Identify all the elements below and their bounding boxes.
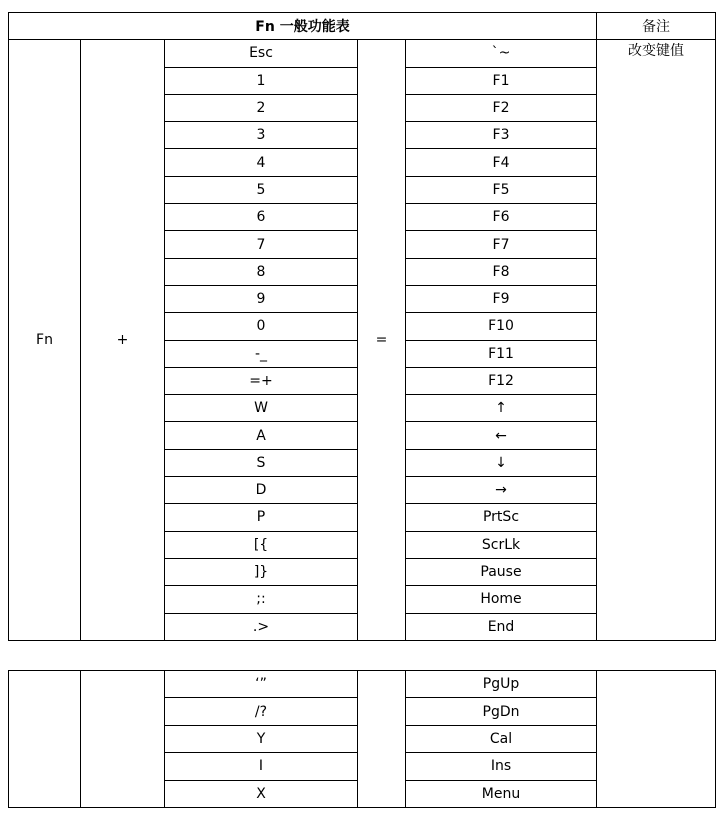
fn-function-table	[8, 12, 716, 641]
key-cell: P	[165, 504, 358, 531]
key-cell: -_	[165, 340, 358, 367]
result-cell: F7	[406, 231, 597, 258]
equals-sign-cell	[358, 671, 406, 808]
result-cell: →	[406, 477, 597, 504]
key-cell: 2	[165, 94, 358, 121]
result-cell: Home	[406, 586, 597, 613]
result-cell: PgUp	[406, 671, 597, 698]
fn-table-continued-body	[9, 671, 716, 808]
plus-sign-cell: +	[81, 40, 165, 641]
remark-cell: 改变键值	[597, 40, 716, 641]
fn-function-table-continued	[8, 670, 716, 808]
key-cell: S	[165, 449, 358, 476]
table-title: Fn 一般功能表	[9, 13, 597, 40]
fn-table-body	[9, 13, 716, 641]
result-cell: F11	[406, 340, 597, 367]
key-cell: 0	[165, 313, 358, 340]
key-cell: ‘”	[165, 671, 358, 698]
result-cell: ↑	[406, 395, 597, 422]
key-cell: Esc	[165, 40, 358, 67]
equals-sign-cell: =	[358, 40, 406, 641]
result-cell: F5	[406, 176, 597, 203]
key-cell: 3	[165, 122, 358, 149]
result-cell: F12	[406, 367, 597, 394]
result-cell: PrtSc	[406, 504, 597, 531]
result-cell: ScrLk	[406, 531, 597, 558]
key-cell: 8	[165, 258, 358, 285]
result-cell: `~	[406, 40, 597, 67]
result-cell: F4	[406, 149, 597, 176]
key-cell: X	[165, 780, 358, 807]
key-cell: 9	[165, 285, 358, 312]
result-cell: ↓	[406, 449, 597, 476]
key-cell: [{	[165, 531, 358, 558]
key-cell: 5	[165, 176, 358, 203]
key-cell: D	[165, 477, 358, 504]
fn-key-cell: Fn	[9, 40, 81, 641]
table-row	[9, 40, 716, 67]
key-cell: ;:	[165, 586, 358, 613]
key-cell: I	[165, 753, 358, 780]
result-cell: F1	[406, 67, 597, 94]
result-cell: F6	[406, 204, 597, 231]
result-cell: ←	[406, 422, 597, 449]
result-cell: F2	[406, 94, 597, 121]
remark-cell	[597, 671, 716, 808]
key-cell: /?	[165, 698, 358, 725]
result-cell: End	[406, 613, 597, 640]
header-row	[9, 13, 716, 40]
remark-header: 备注	[597, 13, 716, 40]
result-cell: Ins	[406, 753, 597, 780]
result-cell: F10	[406, 313, 597, 340]
key-cell: Y	[165, 725, 358, 752]
key-cell: 7	[165, 231, 358, 258]
result-cell: Menu	[406, 780, 597, 807]
key-cell: 4	[165, 149, 358, 176]
fn-key-cell	[9, 671, 81, 808]
result-cell: Pause	[406, 558, 597, 585]
key-cell: 1	[165, 67, 358, 94]
result-cell: PgDn	[406, 698, 597, 725]
key-cell: .>	[165, 613, 358, 640]
key-cell: 6	[165, 204, 358, 231]
key-cell: =+	[165, 367, 358, 394]
key-cell: W	[165, 395, 358, 422]
table-row	[9, 671, 716, 698]
result-cell: Cal	[406, 725, 597, 752]
key-cell: ]}	[165, 558, 358, 585]
result-cell: F8	[406, 258, 597, 285]
key-cell: A	[165, 422, 358, 449]
plus-sign-cell	[81, 671, 165, 808]
result-cell: F3	[406, 122, 597, 149]
result-cell: F9	[406, 285, 597, 312]
